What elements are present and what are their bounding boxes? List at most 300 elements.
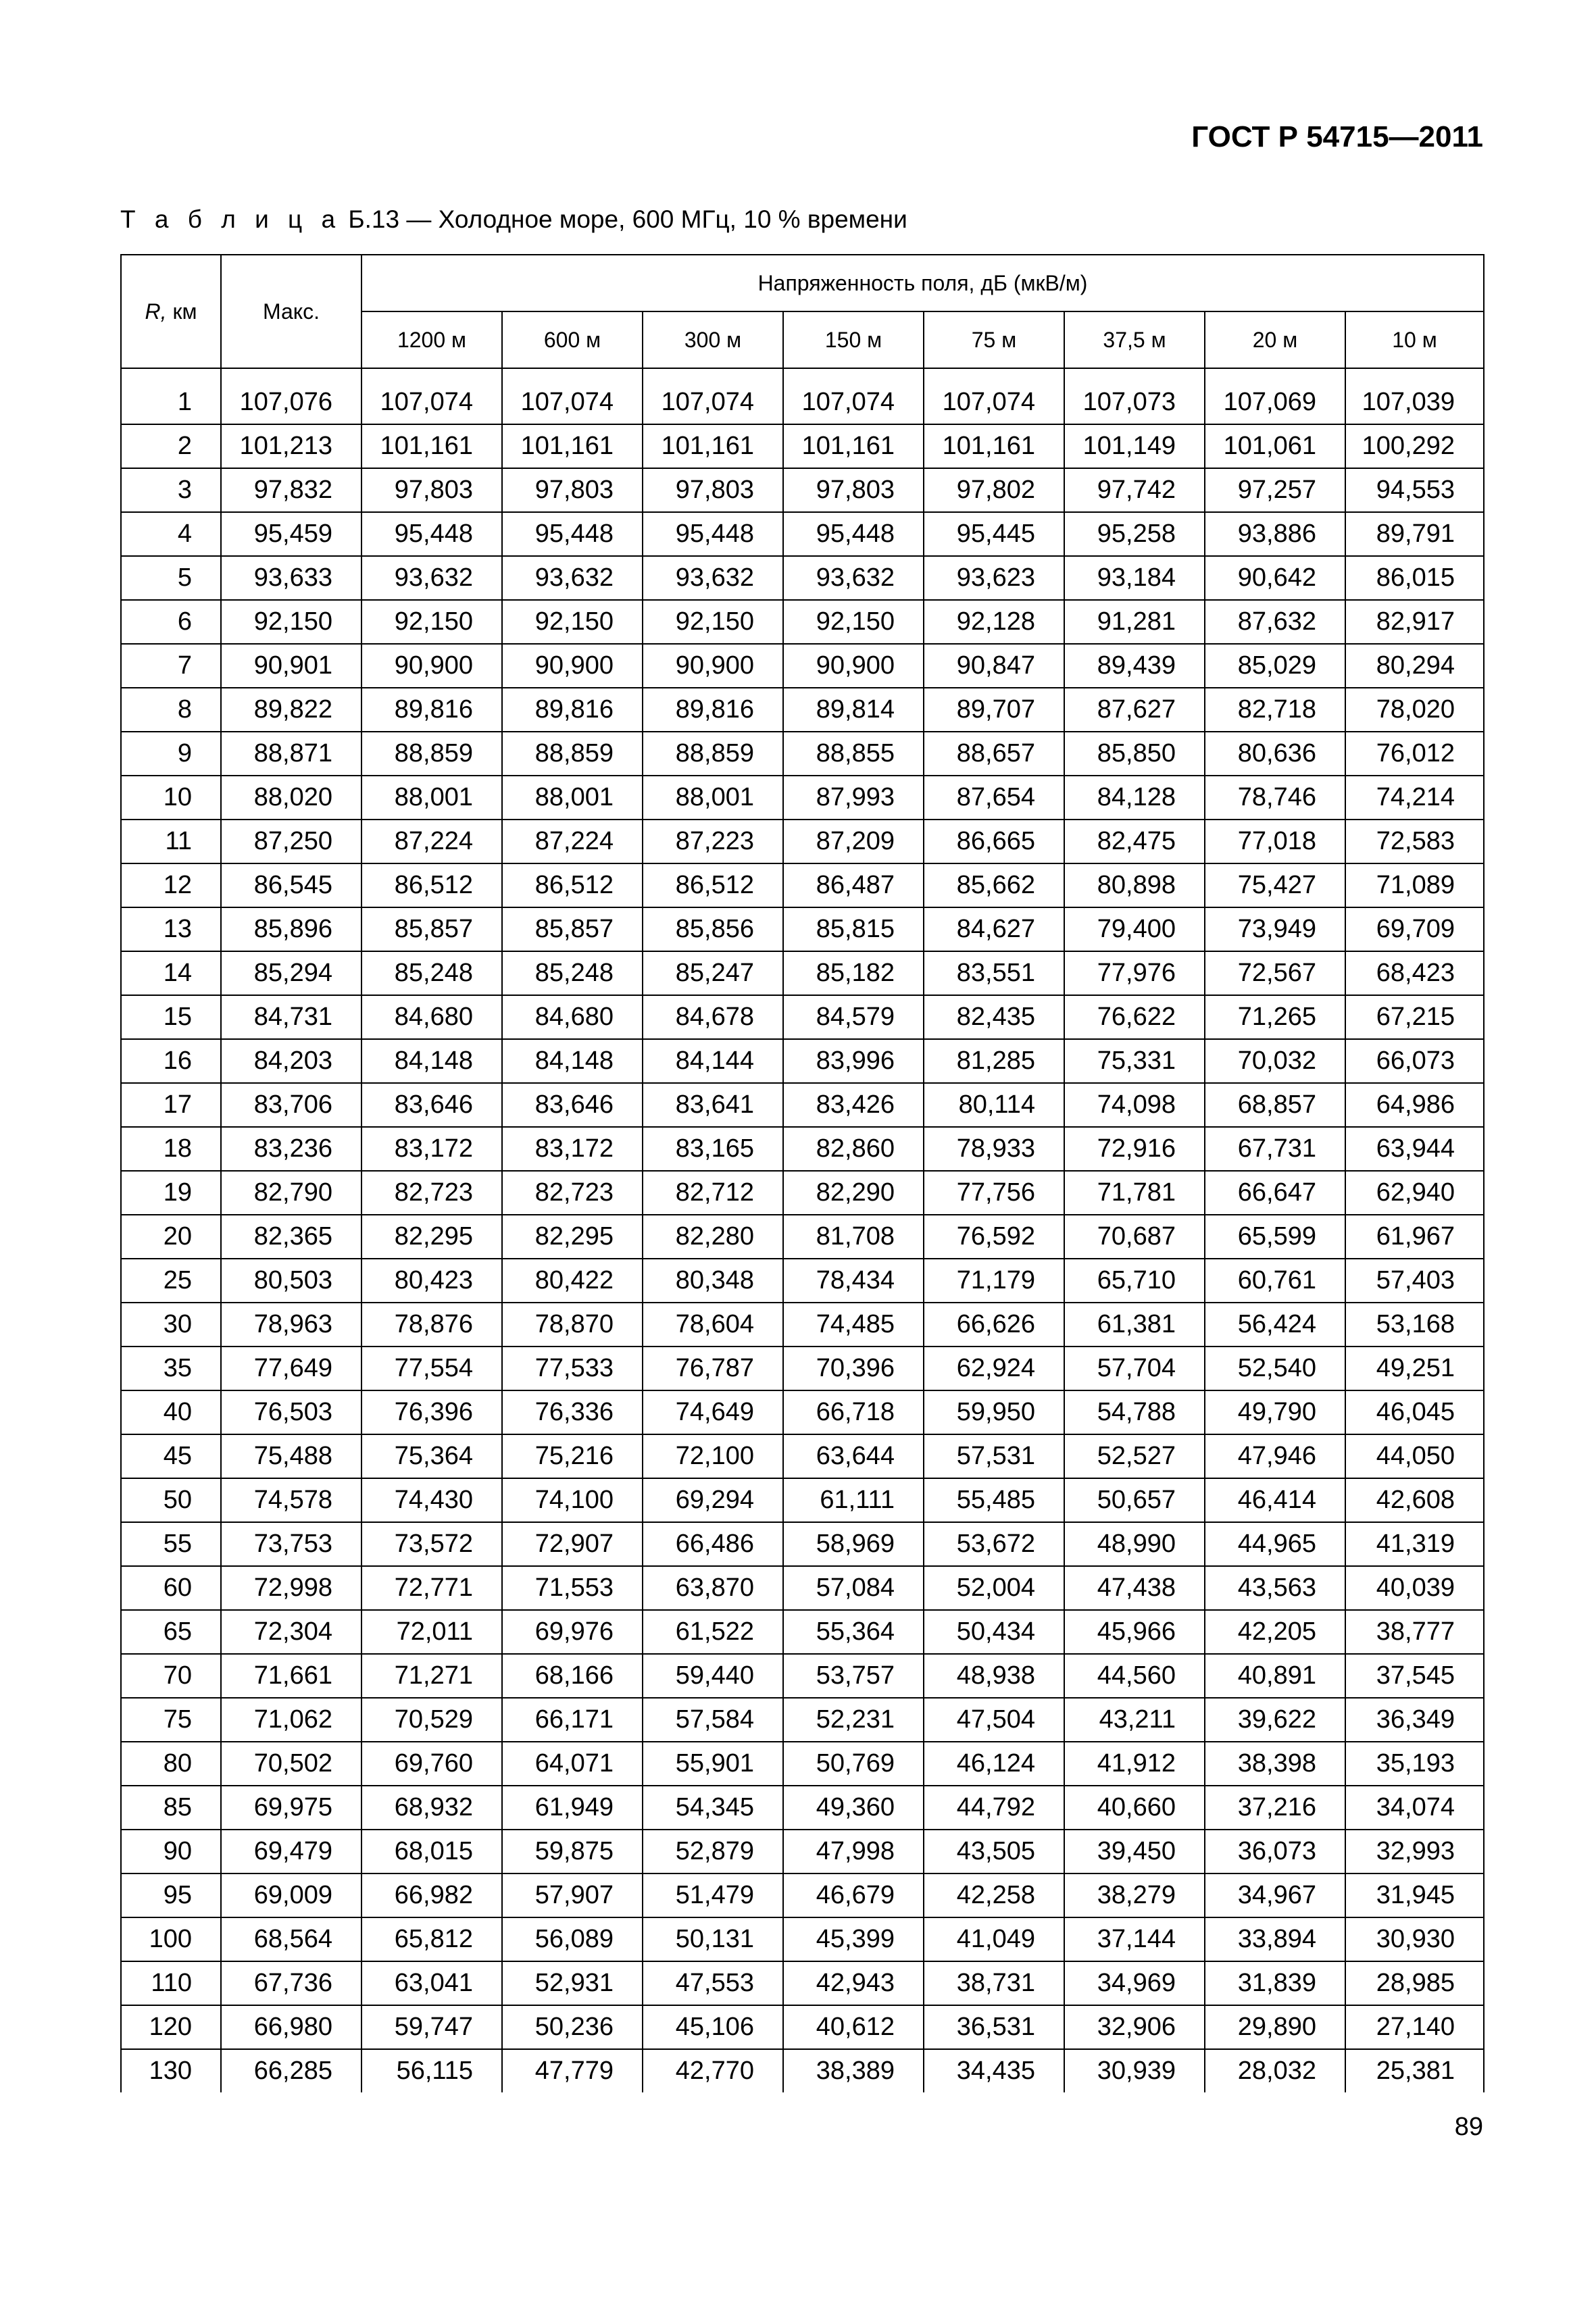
value-cell: 86,512: [361, 863, 502, 907]
distance-cell: 130: [121, 2049, 221, 2092]
value-cell: 45,399: [783, 1917, 924, 1961]
value-cell: 87,223: [643, 820, 783, 863]
distance-cell: 50: [121, 1478, 221, 1522]
value-cell: 73,753: [221, 1522, 361, 1566]
value-cell: 87,993: [783, 776, 924, 820]
value-cell: 45,106: [643, 2005, 783, 2049]
value-cell: 76,787: [643, 1347, 783, 1390]
value-cell: 53,168: [1345, 1303, 1484, 1347]
value-cell: 97,803: [502, 468, 643, 512]
value-cell: 93,632: [783, 556, 924, 600]
value-cell: 83,165: [643, 1127, 783, 1171]
table-row: [121, 1083, 1484, 1127]
table-caption: [120, 205, 907, 234]
value-cell: 101,161: [502, 424, 643, 468]
value-cell: 89,816: [643, 688, 783, 732]
value-cell: 77,976: [1064, 951, 1205, 995]
value-cell: 71,781: [1064, 1171, 1205, 1215]
value-cell: 45,966: [1064, 1610, 1205, 1654]
value-cell: 54,345: [643, 1786, 783, 1830]
value-cell: 75,216: [502, 1434, 643, 1478]
value-cell: 80,348: [643, 1259, 783, 1303]
value-cell: 84,731: [221, 995, 361, 1039]
value-cell: 101,161: [643, 424, 783, 468]
value-cell: 89,439: [1064, 644, 1205, 688]
value-cell: 57,084: [783, 1566, 924, 1610]
table-row: [121, 1917, 1484, 1961]
value-cell: 76,336: [502, 1390, 643, 1434]
value-cell: 92,150: [502, 600, 643, 644]
value-cell: 92,150: [361, 600, 502, 644]
value-cell: 27,140: [1345, 2005, 1484, 2049]
value-cell: 43,211: [1064, 1698, 1205, 1742]
value-cell: 76,622: [1064, 995, 1205, 1039]
value-cell: 66,285: [221, 2049, 361, 2092]
table-row: [121, 1830, 1484, 1873]
value-cell: 82,718: [1205, 688, 1345, 732]
value-cell: 72,567: [1205, 951, 1345, 995]
value-cell: 69,709: [1345, 907, 1484, 951]
value-cell: 61,949: [502, 1786, 643, 1830]
table-row: [121, 1171, 1484, 1215]
value-cell: 97,803: [783, 468, 924, 512]
distance-cell: 90: [121, 1830, 221, 1873]
value-cell: 59,747: [361, 2005, 502, 2049]
value-cell: 80,636: [1205, 732, 1345, 776]
value-cell: 93,184: [1064, 556, 1205, 600]
value-cell: 101,161: [924, 424, 1064, 468]
table-row: [121, 1390, 1484, 1434]
document-standard-header: ГОСТ Р 54715—2011: [1191, 120, 1483, 153]
table-row: [121, 951, 1484, 995]
value-cell: 107,069: [1205, 381, 1345, 424]
distance-cell: 12: [121, 863, 221, 907]
value-cell: 89,816: [502, 688, 643, 732]
value-cell: 77,533: [502, 1347, 643, 1390]
table-row: [121, 820, 1484, 863]
value-cell: 85,029: [1205, 644, 1345, 688]
table-row: [121, 600, 1484, 644]
value-cell: 65,812: [361, 1917, 502, 1961]
value-cell: 47,779: [502, 2049, 643, 2092]
value-cell: 76,592: [924, 1215, 1064, 1259]
value-cell: 44,792: [924, 1786, 1064, 1830]
value-cell: 101,061: [1205, 424, 1345, 468]
table-row: [121, 512, 1484, 556]
value-cell: 31,839: [1205, 1961, 1345, 2005]
value-cell: 56,089: [502, 1917, 643, 1961]
value-cell: 97,802: [924, 468, 1064, 512]
column-group-header-field-strength: Напряженность поля, дБ (мкВ/м): [361, 255, 1484, 311]
value-cell: 72,916: [1064, 1127, 1205, 1171]
value-cell: 80,898: [1064, 863, 1205, 907]
value-cell: 85,182: [783, 951, 924, 995]
value-cell: 72,907: [502, 1522, 643, 1566]
value-cell: 49,251: [1345, 1347, 1484, 1390]
table-row: [121, 381, 1484, 424]
value-cell: 58,969: [783, 1522, 924, 1566]
value-cell: 81,285: [924, 1039, 1064, 1083]
value-cell: 47,998: [783, 1830, 924, 1873]
value-cell: 85,247: [643, 951, 783, 995]
value-cell: 84,678: [643, 995, 783, 1039]
value-cell: 38,731: [924, 1961, 1064, 2005]
value-cell: 83,172: [361, 1127, 502, 1171]
value-cell: 49,790: [1205, 1390, 1345, 1434]
value-cell: 93,633: [221, 556, 361, 600]
value-cell: 42,943: [783, 1961, 924, 2005]
value-cell: 84,680: [361, 995, 502, 1039]
value-cell: 37,144: [1064, 1917, 1205, 1961]
value-cell: 82,290: [783, 1171, 924, 1215]
value-cell: 85,896: [221, 907, 361, 951]
distance-cell: 4: [121, 512, 221, 556]
caption-number: Б.13 —: [348, 205, 432, 233]
distance-cell: 85: [121, 1786, 221, 1830]
value-cell: 92,150: [221, 600, 361, 644]
value-cell: 38,398: [1205, 1742, 1345, 1786]
table-row: [121, 1610, 1484, 1654]
value-cell: 85,857: [502, 907, 643, 951]
value-cell: 55,485: [924, 1478, 1064, 1522]
distance-cell: 5: [121, 556, 221, 600]
value-cell: 75,427: [1205, 863, 1345, 907]
value-cell: 40,660: [1064, 1786, 1205, 1830]
value-cell: 78,604: [643, 1303, 783, 1347]
value-cell: 76,503: [221, 1390, 361, 1434]
value-cell: 85,248: [361, 951, 502, 995]
value-cell: 40,612: [783, 2005, 924, 2049]
value-cell: 47,553: [643, 1961, 783, 2005]
value-cell: 95,448: [502, 512, 643, 556]
value-cell: 37,216: [1205, 1786, 1345, 1830]
distance-cell: 10: [121, 776, 221, 820]
value-cell: 83,706: [221, 1083, 361, 1127]
value-cell: 93,632: [361, 556, 502, 600]
value-cell: 82,917: [1345, 600, 1484, 644]
value-cell: 93,623: [924, 556, 1064, 600]
value-cell: 55,364: [783, 1610, 924, 1654]
value-cell: 85,294: [221, 951, 361, 995]
table-row: [121, 1303, 1484, 1347]
value-cell: 63,870: [643, 1566, 783, 1610]
value-cell: 62,924: [924, 1347, 1064, 1390]
distance-cell: 95: [121, 1873, 221, 1917]
value-cell: 80,422: [502, 1259, 643, 1303]
table-row: [121, 1873, 1484, 1917]
column-header-height: 37,5 м: [1064, 311, 1205, 368]
value-cell: 82,723: [502, 1171, 643, 1215]
column-header-max: Макс.: [221, 255, 361, 368]
value-cell: 52,879: [643, 1830, 783, 1873]
distance-cell: 19: [121, 1171, 221, 1215]
value-cell: 90,900: [361, 644, 502, 688]
value-cell: 48,938: [924, 1654, 1064, 1698]
value-cell: 83,551: [924, 951, 1064, 995]
value-cell: 85,662: [924, 863, 1064, 907]
column-header-height: 75 м: [924, 311, 1064, 368]
column-header-height: 600 м: [502, 311, 643, 368]
value-cell: 75,364: [361, 1434, 502, 1478]
value-cell: 57,704: [1064, 1347, 1205, 1390]
distance-cell: 25: [121, 1259, 221, 1303]
value-cell: 88,001: [502, 776, 643, 820]
value-cell: 77,756: [924, 1171, 1064, 1215]
value-cell: 82,860: [783, 1127, 924, 1171]
distance-cell: 65: [121, 1610, 221, 1654]
value-cell: 107,039: [1345, 381, 1484, 424]
value-cell: 69,760: [361, 1742, 502, 1786]
value-cell: 53,757: [783, 1654, 924, 1698]
value-cell: 71,179: [924, 1259, 1064, 1303]
value-cell: 64,986: [1345, 1083, 1484, 1127]
value-cell: 88,657: [924, 732, 1064, 776]
value-cell: 101,161: [361, 424, 502, 468]
value-cell: 90,900: [502, 644, 643, 688]
value-cell: 107,074: [643, 381, 783, 424]
value-cell: 41,912: [1064, 1742, 1205, 1786]
value-cell: 38,389: [783, 2049, 924, 2092]
value-cell: 95,258: [1064, 512, 1205, 556]
value-cell: 90,900: [643, 644, 783, 688]
value-cell: 107,073: [1064, 381, 1205, 424]
distance-cell: 9: [121, 732, 221, 776]
value-cell: 46,414: [1205, 1478, 1345, 1522]
table-row: [121, 1566, 1484, 1610]
value-cell: 107,074: [361, 381, 502, 424]
value-cell: 36,531: [924, 2005, 1064, 2049]
value-cell: 82,295: [361, 1215, 502, 1259]
value-cell: 84,128: [1064, 776, 1205, 820]
value-cell: 88,020: [221, 776, 361, 820]
value-cell: 87,632: [1205, 600, 1345, 644]
value-cell: 69,009: [221, 1873, 361, 1917]
value-cell: 101,161: [783, 424, 924, 468]
value-cell: 67,215: [1345, 995, 1484, 1039]
distance-cell: 120: [121, 2005, 221, 2049]
value-cell: 44,560: [1064, 1654, 1205, 1698]
value-cell: 101,213: [221, 424, 361, 468]
value-cell: 66,980: [221, 2005, 361, 2049]
value-cell: 91,281: [1064, 600, 1205, 644]
value-cell: 68,166: [502, 1654, 643, 1698]
value-cell: 62,940: [1345, 1171, 1484, 1215]
value-cell: 92,150: [643, 600, 783, 644]
distance-cell: 80: [121, 1742, 221, 1786]
value-cell: 66,073: [1345, 1039, 1484, 1083]
value-cell: 67,736: [221, 1961, 361, 2005]
value-cell: 69,975: [221, 1786, 361, 1830]
table-row: [121, 1522, 1484, 1566]
value-cell: 73,572: [361, 1522, 502, 1566]
table-row: [121, 1478, 1484, 1522]
value-cell: 57,403: [1345, 1259, 1484, 1303]
value-cell: 53,672: [924, 1522, 1064, 1566]
value-cell: 107,074: [924, 381, 1064, 424]
value-cell: 72,100: [643, 1434, 783, 1478]
table-row: [121, 1961, 1484, 2005]
value-cell: 88,859: [361, 732, 502, 776]
value-cell: 61,381: [1064, 1303, 1205, 1347]
table-row: [121, 424, 1484, 468]
distance-cell: 7: [121, 644, 221, 688]
column-header-distance: R, км: [121, 255, 221, 368]
value-cell: 86,015: [1345, 556, 1484, 600]
value-cell: 52,231: [783, 1698, 924, 1742]
value-cell: 47,504: [924, 1698, 1064, 1742]
value-cell: 30,939: [1064, 2049, 1205, 2092]
value-cell: 56,115: [361, 2049, 502, 2092]
value-cell: 86,512: [643, 863, 783, 907]
value-cell: 28,032: [1205, 2049, 1345, 2092]
value-cell: 88,871: [221, 732, 361, 776]
value-cell: 34,074: [1345, 1786, 1484, 1830]
value-cell: 47,438: [1064, 1566, 1205, 1610]
value-cell: 89,816: [361, 688, 502, 732]
value-cell: 68,564: [221, 1917, 361, 1961]
value-cell: 71,062: [221, 1698, 361, 1742]
value-cell: 41,319: [1345, 1522, 1484, 1566]
distance-cell: 1: [121, 381, 221, 424]
page-number: 89: [1454, 2113, 1483, 2141]
distance-cell: 75: [121, 1698, 221, 1742]
value-cell: 44,965: [1205, 1522, 1345, 1566]
value-cell: 86,665: [924, 820, 1064, 863]
value-cell: 100,292: [1345, 424, 1484, 468]
value-cell: 46,045: [1345, 1390, 1484, 1434]
value-cell: 89,814: [783, 688, 924, 732]
table-row: [121, 468, 1484, 512]
value-cell: 66,982: [361, 1873, 502, 1917]
value-cell: 68,423: [1345, 951, 1484, 995]
value-cell: 77,649: [221, 1347, 361, 1390]
distance-cell: 13: [121, 907, 221, 951]
value-cell: 48,990: [1064, 1522, 1205, 1566]
distance-cell: 11: [121, 820, 221, 863]
value-cell: 70,687: [1064, 1215, 1205, 1259]
value-cell: 77,018: [1205, 820, 1345, 863]
value-cell: 72,011: [361, 1610, 502, 1654]
value-cell: 87,654: [924, 776, 1064, 820]
value-cell: 95,445: [924, 512, 1064, 556]
value-cell: 42,770: [643, 2049, 783, 2092]
value-cell: 52,004: [924, 1566, 1064, 1610]
value-cell: 74,485: [783, 1303, 924, 1347]
value-cell: 32,906: [1064, 2005, 1205, 2049]
value-cell: 46,679: [783, 1873, 924, 1917]
value-cell: 85,248: [502, 951, 643, 995]
table-row: [121, 1434, 1484, 1478]
value-cell: 87,224: [361, 820, 502, 863]
value-cell: 42,608: [1345, 1478, 1484, 1522]
table-row: [121, 1039, 1484, 1083]
distance-cell: 15: [121, 995, 221, 1039]
value-cell: 88,001: [643, 776, 783, 820]
value-cell: 78,933: [924, 1127, 1064, 1171]
value-cell: 44,050: [1345, 1434, 1484, 1478]
value-cell: 82,365: [221, 1215, 361, 1259]
value-cell: 88,855: [783, 732, 924, 776]
value-cell: 93,632: [502, 556, 643, 600]
value-cell: 78,434: [783, 1259, 924, 1303]
value-cell: 84,148: [361, 1039, 502, 1083]
distance-cell: 17: [121, 1083, 221, 1127]
value-cell: 40,039: [1345, 1566, 1484, 1610]
value-cell: 83,646: [361, 1083, 502, 1127]
value-cell: 92,150: [783, 600, 924, 644]
value-cell: 82,280: [643, 1215, 783, 1259]
value-cell: 66,626: [924, 1303, 1064, 1347]
value-cell: 70,396: [783, 1347, 924, 1390]
value-cell: 72,771: [361, 1566, 502, 1610]
value-cell: 74,098: [1064, 1083, 1205, 1127]
value-cell: 72,998: [221, 1566, 361, 1610]
value-cell: 80,423: [361, 1259, 502, 1303]
value-cell: 72,583: [1345, 820, 1484, 863]
table-row: [121, 732, 1484, 776]
value-cell: 82,295: [502, 1215, 643, 1259]
value-cell: 34,969: [1064, 1961, 1205, 2005]
value-cell: 71,089: [1345, 863, 1484, 907]
value-cell: 83,996: [783, 1039, 924, 1083]
distance-cell: 20: [121, 1215, 221, 1259]
value-cell: 73,949: [1205, 907, 1345, 951]
value-cell: 61,522: [643, 1610, 783, 1654]
value-cell: 42,205: [1205, 1610, 1345, 1654]
value-cell: 57,907: [502, 1873, 643, 1917]
value-cell: 85,857: [361, 907, 502, 951]
value-cell: 52,540: [1205, 1347, 1345, 1390]
distance-cell: 35: [121, 1347, 221, 1390]
value-cell: 97,257: [1205, 468, 1345, 512]
header-spacer-row: [121, 368, 1484, 381]
value-cell: 42,258: [924, 1873, 1064, 1917]
distance-cell: 2: [121, 424, 221, 468]
value-cell: 81,708: [783, 1215, 924, 1259]
value-cell: 84,203: [221, 1039, 361, 1083]
value-cell: 71,271: [361, 1654, 502, 1698]
value-cell: 61,111: [783, 1478, 924, 1522]
value-cell: 95,448: [643, 512, 783, 556]
value-cell: 74,430: [361, 1478, 502, 1522]
value-cell: 64,071: [502, 1742, 643, 1786]
value-cell: 43,563: [1205, 1566, 1345, 1610]
value-cell: 50,769: [783, 1742, 924, 1786]
table-row: [121, 1698, 1484, 1742]
value-cell: 76,396: [361, 1390, 502, 1434]
value-cell: 47,946: [1205, 1434, 1345, 1478]
value-cell: 54,788: [1064, 1390, 1205, 1434]
value-cell: 63,041: [361, 1961, 502, 2005]
table-row: [121, 556, 1484, 600]
value-cell: 39,450: [1064, 1830, 1205, 1873]
distance-cell: 60: [121, 1566, 221, 1610]
value-cell: 69,479: [221, 1830, 361, 1873]
value-cell: 90,900: [783, 644, 924, 688]
value-cell: 34,967: [1205, 1873, 1345, 1917]
table-row: [121, 2005, 1484, 2049]
value-cell: 88,001: [361, 776, 502, 820]
value-cell: 82,435: [924, 995, 1064, 1039]
value-cell: 65,599: [1205, 1215, 1345, 1259]
distance-cell: 100: [121, 1917, 221, 1961]
value-cell: 66,647: [1205, 1171, 1345, 1215]
table-row: [121, 907, 1484, 951]
value-cell: 67,731: [1205, 1127, 1345, 1171]
value-cell: 66,486: [643, 1522, 783, 1566]
value-cell: 74,214: [1345, 776, 1484, 820]
value-cell: 38,279: [1064, 1873, 1205, 1917]
